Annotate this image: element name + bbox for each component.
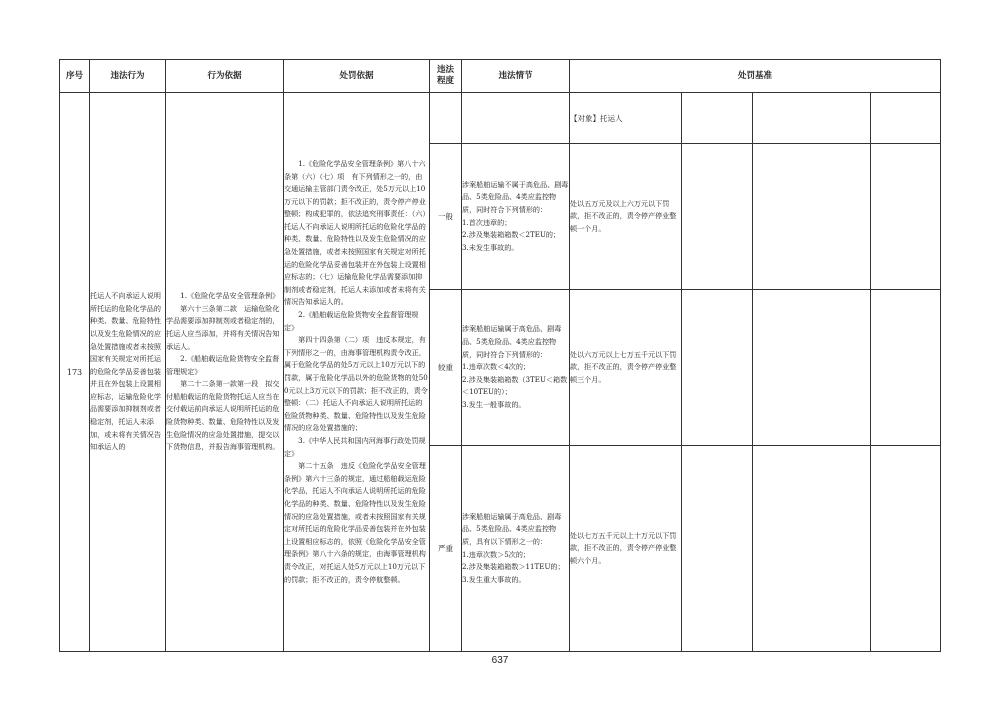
table-row	[60, 93, 941, 144]
header-violation: 违法行为	[90, 60, 166, 93]
header-basis: 行为依据	[166, 60, 284, 93]
circumstances-cell: 涉案船舶运输属于高危品、剧毒品、5类危险品、4类应监控物质，同时符合下列情形的： 1.违章次数＜4次的； 2.涉及集装箱箱数（3TEU＜箱数＜10TEU的）； 3.发生一般事故的。	[462, 290, 570, 446]
penalty-standard-table	[59, 59, 941, 652]
degree-cell: 严重	[430, 446, 462, 652]
empty-cell	[871, 144, 941, 290]
header-row	[60, 60, 941, 93]
empty-cell	[682, 93, 753, 144]
standard-cell: 处以六万元以上七万五千元以下罚款，拒不改正的，责令停产停业整顿三个月。	[570, 290, 682, 446]
header-standard: 处罚基准	[570, 60, 941, 93]
empty-cell	[871, 93, 941, 144]
empty-cell	[871, 290, 941, 446]
standard-cell: 处以七万五千元以上十万元以下罚款，拒不改正的，责令停产停业整顿六个月。	[570, 446, 682, 652]
degree-cell: 较重	[430, 290, 462, 446]
standard-cell: 处以五万元及以上六万元以下罚款，拒不改正的，责令停产停业整顿一个月。	[570, 144, 682, 290]
empty-cell	[682, 290, 753, 446]
degree-cell: 一般	[430, 144, 462, 290]
empty-cell	[753, 93, 871, 144]
header-circumstances: 违法情节	[462, 60, 570, 93]
empty-cell	[753, 446, 871, 652]
empty-cell	[682, 144, 753, 290]
empty-cell	[871, 446, 941, 652]
basis-cell: 1.《危险化学品安全管理条例》 第六十三条第二款 运输危险化学品需要添加抑制剂或者稳定剂的，托运人应当添加，并将有关情况告知承运人。 2.《船舶载运危险货物安全监督管理规定》 第二十二条第一款第一段 拟交付船舶载运的危险货物托运人应当在交付载运前向承运人说明所托运的危险货物种类、数量、危险特性以及发生危险情况的应急处置措施，提交以下货物信息，并报告海事管理机构。	[166, 93, 284, 652]
page-number: 637	[491, 655, 509, 666]
header-degree: 违法 程度	[430, 60, 462, 93]
target-cell: 【对象】托运人	[570, 93, 682, 144]
header-serial: 序号	[60, 60, 90, 93]
serial-cell: 173	[60, 93, 90, 652]
violation-cell: 托运人不向承运人说明所托运的危险化学品的种类、数量、危险特性以及发生危险情况的应急处置措施或者未按照国家有关规定对所托运的危险化学品妥善包装并且在外包装上设置相应标志，运输危险化学品需要添加抑制剂或者稳定剂，托运人未添加，或未将有关情况告知承运人的	[90, 93, 166, 652]
empty-cell	[753, 144, 871, 290]
empty-cell	[682, 446, 753, 652]
header-penalty-basis: 处罚依据	[284, 60, 430, 93]
empty-cell	[753, 290, 871, 446]
circumstances-empty-cell	[462, 93, 570, 144]
circumstances-cell: 涉案船舶运输属于高危品、剧毒品、5类危险品、4类应监控物质，具有以下情形之一的： 1.违章次数＞5次的； 2.涉及集装箱箱数＞11TEU的； 3.发生重大事故的。	[462, 446, 570, 652]
penalty-basis-cell: 1.《危险化学品安全管理条例》第八十六条第（六）（七）项 有下列情形之一的，由交通运输主管部门责令改正，处5万元以上10万元以下的罚款；拒不改正的，责令停产停业整顿；构成犯罪的，依法追究刑事责任：（六）托运人不向承运人说明所托运的危险化学品的种类、数量、危险特性以及发生危险情况的应急处置措施，或者未按照国家有关规定对所托运的危险化学品妥善包装并在外包装上设置相应标志的；（七）运输危险化学品需要添加抑制剂或者稳定剂，托运人未添加或者未将有关情况告知承运人的。 2.《船舶载运危险货物安全监督管理规定》 第四十四条第（二）项 违反本规定，有下列情形之一的，由海事管理机构责令改正，属于危险化学品的处5万元以上10万元以下的罚款，属于危险化学品以外的危险货物的处500元以上3万元以下的罚款；拒不改正的，责令整顿：（二）托运人不向承运人说明所托运的危险货物种类、数量、危险特性以及发生危险情况的应急处置措施的； 3.《中华人民共和国内河海事行政处罚规定》 第二十五条 违反《危险化学品安全管理条例》第六十三条的规定，通过船舶载运危险化学品，托运人不向承运人说明所托运的危险化学品的种类、数量、危险特性以及发生危险情况的应急处置措施，或者未按照国家有关规定对所托运的危险化学品妥善包装并在外包装上设置相应标志的，依照《危险化学品安全管理条例》第八十六条的规定，由海事管理机构责令改正，对托运人处5万元以上10万元以下的罚款；拒不改正的，责令停航整顿。	[284, 93, 430, 652]
circumstances-cell: 涉案船舶运输不属于高危品、剧毒品、5类危险品、4类应监控物质，同时符合下列情形的： 1.首次违章的； 2.涉及集装箱箱数＜2TEU的； 3.未发生事故的。	[462, 144, 570, 290]
degree-empty-cell	[430, 93, 462, 144]
